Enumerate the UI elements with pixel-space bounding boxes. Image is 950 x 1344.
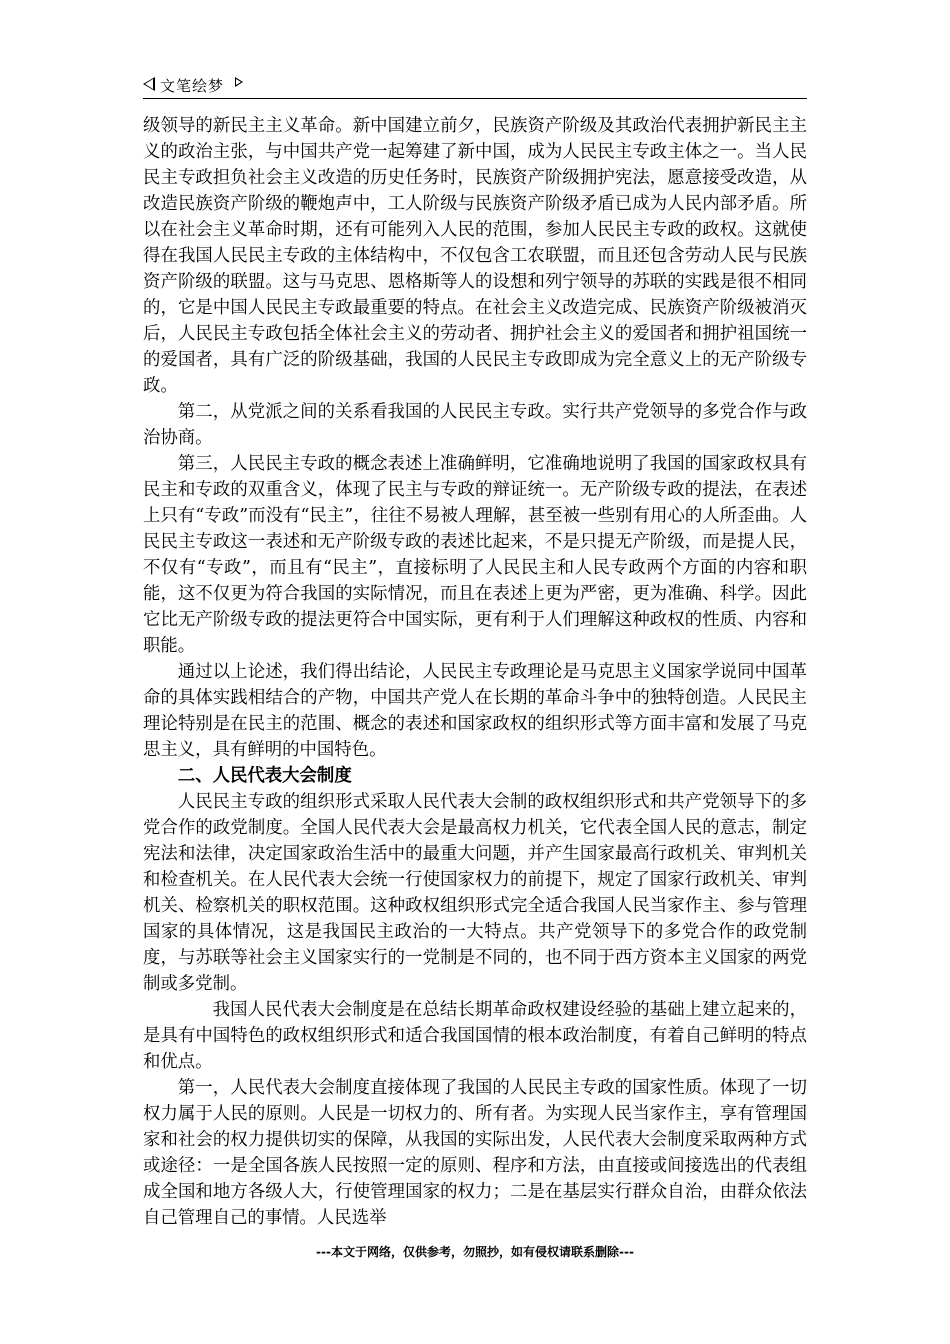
paragraph-conclusion: 通过以上论述，我们得出结论，人民民主专政理论是马克思主义国家学说同中国革命的具体实践相结合的产物，中国共产党人在长期的革命斗争中的独特创造。人民民主理论特别是在民主的范围、概念的表述和国家政权的组织形式等方面丰富和发展了马克思主义，具有鲜明的中国特色。 bbox=[143, 662, 807, 760]
paragraph-congress-system: 我国人民代表大会制度是在总结长期革命政权建设经验的基础上建立起来的，是具有中国特色的政权组织形式和适合我国国情的根本政治制度，有着自己鲜明的特点和优点。 bbox=[143, 1000, 807, 1072]
paragraph-organization-form: 人民民主专政的组织形式采取人民代表大会制的政权组织形式和共产党领导下的多党合作的政党制度。全国人民代表大会是最高权力机关，它代表全国人民的意志，制定宪法和法律，决定国家政治生活中的最重大问题，并产生国家最高行政机关、审判机关和检查机关。在人民代表大会统一行使国家权力的前提下，规定了国家行政机关、审判机关、检察机关的职权范围。这种政权组织形式完全适合我国人民当家作主、参与管理国家的具体情况，这是我国民主政治的一大特点。共产党领导下的多党合作的政党制度，与苏联等社会主义国家实行的一党制是不同的，也不同于西方资本主义国家的两党制或多党制。 bbox=[143, 792, 807, 994]
document-body bbox=[143, 113, 807, 1231]
triangle-right-icon bbox=[235, 77, 243, 87]
paragraph-first-feature: 第一，人民代表大会制度直接体现了我国的人民民主专政的国家性质。体现了一切权力属于人民的原则。人民是一切权力的、所有者。为实现人民当家作主，享有管理国家和社会的权力提供切实的保障，从我国的实际出发，人民代表大会制度采取两种方式或途径：一是全国各族人民按照一定的原则、程序和方法，由直接或间接选出的代表组成全国和地方各级人大，行使管理国家的权力；二是在基层实行群众自治，由群众依法自己管理自己的事情。人民选举 bbox=[143, 1078, 807, 1228]
header-title: 文笔绘梦 bbox=[160, 77, 225, 95]
paragraph-second-point: 第二，从党派之间的关系看我国的人民民主专政。实行共产党领导的多党合作与政治协商。 bbox=[143, 402, 807, 448]
page-header bbox=[143, 72, 807, 99]
page-footer: ---本文于网络，仅供参考，勿照抄，如有侵权请联系删除--- bbox=[316, 1245, 634, 1259]
paragraph-continued: 级领导的新民主主义革命。新中国建立前夕，民族资产阶级及其政治代表拥护新民主主义的政治主张，与中国共产党一起筹建了新中国，成为人民民主专政主体之一。当人民民主专政担负社会主义改造的历史任务时，民族资产阶级拥护宪法，愿意接受改造，从改造民族资产阶级的鞭炮声中，工人阶级与民族资产阶级矛盾已成为人民内部矛盾。所以在社会主义革命时期，还有可能列入人民的范围，参加人民民主专政的政权。这就使得在我国人民民主专政的主体结构中，不仅包含工农联盟，而且还包含劳动人民与民族资产阶级的联盟。这与马克思、恩格斯等人的设想和列宁领导的苏联的实践是很不相同的，它是中国人民民主专政最重要的特点。在社会主义改造完成、民族资产阶级被消灭后，人民民主专政包括全体社会主义的劳动者、拥护社会主义的爱国者和拥护祖国统一的爱国者，具有广泛的阶级基础，我国的人民民主专政即成为完全意义上的无产阶级专政。 bbox=[143, 116, 807, 396]
paragraph-third-point: 第三，人民民主专政的概念表述上准确鲜明，它准确地说明了我国的国家政权具有民主和专政的双重含义，体现了民主与专政的辩证统一。无产阶级专政的提法，在表述上只有“专政”而没有“民主”，往往不易被人理解，甚至被一些别有用心的人所歪曲。人民民主专政这一表述和无产阶级专政的表述比起来，不是只提无产阶级，而是提人民，不仅有“专政”，而且有“民主”，直接标明了人民民主和人民专政两个方面的内容和职能，这不仅更为符合我国的实际情况，而且在表述上更为严密，更为准确、科学。因此它比无产阶级专政的提法更符合中国实际，更有利于人们理解这种政权的性质、内容和职能。 bbox=[143, 454, 807, 656]
triangle-left-icon bbox=[143, 77, 155, 91]
section-heading: 二、人民代表大会制度 bbox=[177, 766, 352, 786]
